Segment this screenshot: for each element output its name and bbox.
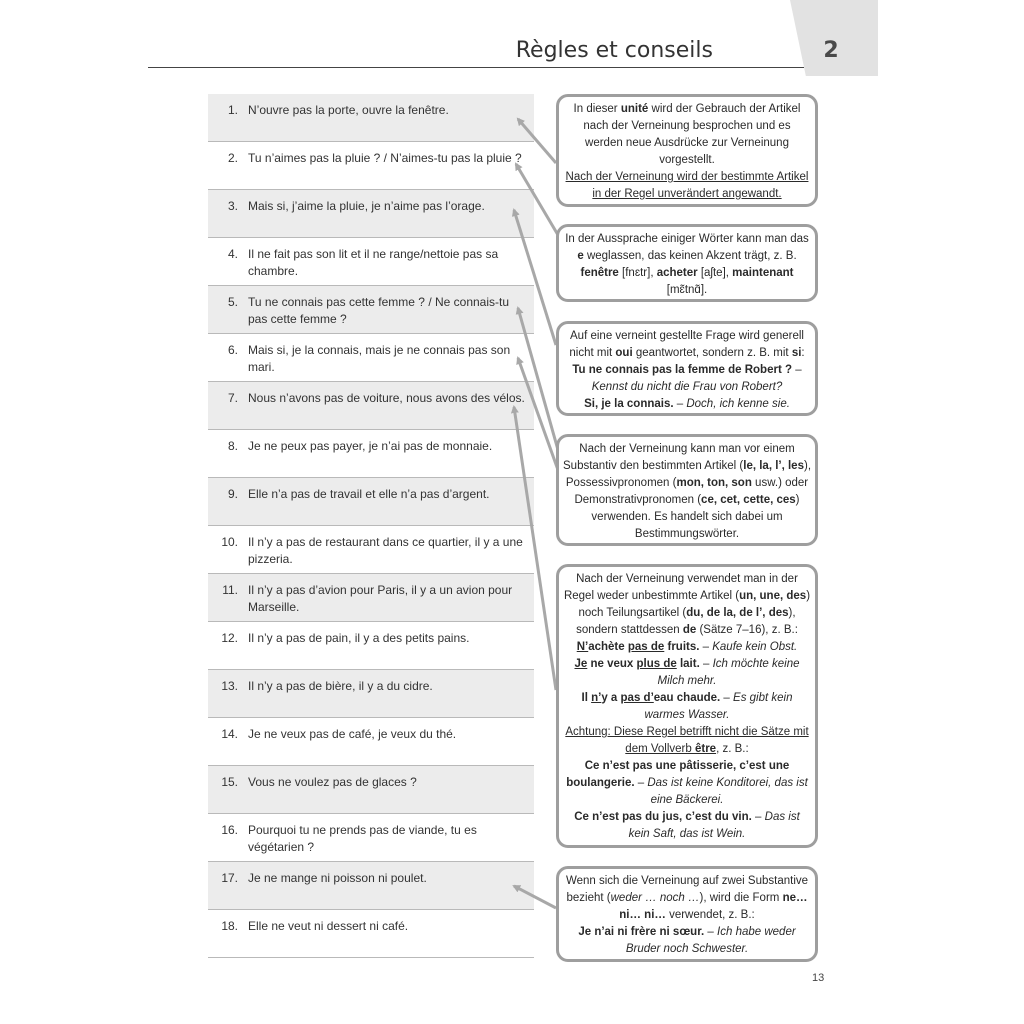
sentence-text: N’ouvre pas la porte, ouvre la fenêtre. xyxy=(248,103,449,117)
box-bold: oui xyxy=(615,347,633,359)
box-bold: fenêtre xyxy=(580,267,619,279)
box-underline: Je xyxy=(574,658,588,670)
arrow-box3-s3 xyxy=(514,210,556,345)
sentence-number: 3. xyxy=(227,199,238,213)
box-italic: Das ist keine Konditorei, das ist eine Bäckerei. xyxy=(647,777,808,806)
box-bold: unité xyxy=(620,103,649,115)
box-bold: ne veux xyxy=(587,658,637,670)
box-text: Wenn sich die Verneinung auf zwei Substantive bezieht ( xyxy=(565,875,809,904)
explanation-box-ni-ni xyxy=(556,866,818,962)
box-text: [mɛ̃tnɑ̃]. xyxy=(666,284,708,296)
box-bold: Ce n’est pas une pâtisserie, c’est une boulangerie. xyxy=(566,760,790,789)
box-text: (Sätze 7–16), z. B.: xyxy=(696,624,798,636)
box-bold: lait. xyxy=(676,658,700,670)
sentence-number: 16. xyxy=(221,823,238,837)
sentence-text: Tu ne connais pas cette femme ? / Ne connais-tu pas cette femme ? xyxy=(248,295,510,326)
box-bold: ne… ni… ni… xyxy=(619,892,808,921)
explanation-box-unite xyxy=(556,94,818,207)
box-text: – xyxy=(673,398,687,410)
box-bold: si xyxy=(791,347,802,359)
box-text: Auf eine verneint gestellte Frage wird generell nicht mit xyxy=(569,330,804,359)
sentence-text: Mais si, je la connais, mais je ne connais pas son mari. xyxy=(248,343,511,374)
arrow-box6-s17 xyxy=(514,886,556,908)
sentence-text: Il n’y a pas de pain, il y a des petits pains. xyxy=(248,631,470,645)
box-italic: Doch, ich kenne sie. xyxy=(686,398,790,410)
box-underline: N’ xyxy=(576,641,589,653)
explanation-box-si xyxy=(556,321,818,416)
box-bold: ce, cet, cette, ces xyxy=(701,494,796,506)
box-text: In dieser xyxy=(573,103,621,115)
box-bold: Si, je la connais. xyxy=(584,398,674,410)
box-bold: e xyxy=(577,250,584,262)
sentence-number: 5. xyxy=(227,295,238,309)
sentence-text: Elle ne veut ni dessert ni café. xyxy=(248,919,409,933)
sentence-text: Je ne peux pas payer, je n’ai pas de monnaie. xyxy=(248,439,493,453)
box-bold: être xyxy=(694,743,717,755)
box-bold: y a xyxy=(601,692,621,704)
explanation-box-de xyxy=(556,564,818,848)
box-text: – xyxy=(751,811,765,823)
box-text: ), sondern stattdessen xyxy=(576,607,796,636)
sentence-number: 17. xyxy=(221,871,238,885)
sentence-number: 1. xyxy=(227,103,238,117)
box-underline: n’ xyxy=(591,692,602,704)
box-underline: pas de xyxy=(627,641,665,653)
box-text: , z. B.: xyxy=(716,743,749,755)
box-text: verwendet, z. B.: xyxy=(665,909,755,921)
box-text: usw.) oder Demonstrativpronomen ( xyxy=(574,477,809,506)
box-text: ) noch Teilungsartikel ( xyxy=(578,590,811,619)
box-text: – xyxy=(699,641,713,653)
box-text: – xyxy=(792,364,802,376)
sentence-text: Mais si, j’aime la pluie, je n’aime pas l’orage. xyxy=(248,199,485,213)
explanation-box-determiners xyxy=(556,434,818,546)
sentence-text: Je ne veux pas de café, je veux du thé. xyxy=(248,727,457,741)
sentence-text: Il ne fait pas son lit et il ne range/nettoie pas sa chambre. xyxy=(248,247,499,278)
box-text: – xyxy=(634,777,648,789)
box-bold: Je n’ai ni frère ni sœur. xyxy=(578,926,705,938)
box-text: – xyxy=(699,658,713,670)
sentence-number: 4. xyxy=(227,247,238,261)
sentence-number: 7. xyxy=(227,391,238,405)
sentence-text: Je ne mange ni poisson ni poulet. xyxy=(248,871,427,885)
box-bold: Il xyxy=(581,692,592,704)
sentence-text: Il n’y a pas de restaurant dans ce quartier, il y a une pizzeria. xyxy=(248,535,523,566)
box-bold: de xyxy=(682,624,697,636)
box-italic: Es gibt kein warmes Wasser. xyxy=(644,692,793,721)
chapter-number: 2 xyxy=(823,38,839,63)
box-text: – xyxy=(720,692,734,704)
sentence-text: Il n’y a pas d’avion pour Paris, il y a un avion pour Marseille. xyxy=(248,583,513,614)
box-bold: du, de la, de l’, des xyxy=(686,607,789,619)
box-bold: Tu ne connais pas la femme de Robert ? xyxy=(572,364,793,376)
explanation-box-pronunciation xyxy=(556,224,818,302)
arrow-box1-s1 xyxy=(518,119,556,163)
box-text: wird der Gebrauch der Artikel nach der Verneinung besprochen und es werden neue Ausdrücke zur Verneinung vorgestellt. xyxy=(583,103,801,166)
box-bold: Ce n’est pas du jus, c’est du vin. xyxy=(574,811,752,823)
sentence-number: 15. xyxy=(221,775,238,789)
sentence-number: 10. xyxy=(221,535,238,549)
sentence-number: 14. xyxy=(221,727,238,741)
box-bold: un, une, des xyxy=(739,590,807,602)
box-text: ), wird die Form xyxy=(699,892,783,904)
sentence-number: 8. xyxy=(227,439,238,453)
box-text: [fnɛtr], xyxy=(618,267,657,279)
sentence-number: 2. xyxy=(227,151,238,165)
box-text: [aʃte], xyxy=(697,267,733,279)
box-italic: Ich möchte keine Milch mehr. xyxy=(657,658,800,687)
sentence-number: 11. xyxy=(222,583,238,597)
page-number: 13 xyxy=(812,972,825,984)
sentence-text: Nous n’avons pas de voiture, nous avons des vélos. xyxy=(248,391,525,405)
box-text: : xyxy=(801,347,805,359)
box-text: Nach der Verneinung kann man vor einem Substantiv den bestimmten Artikel ( xyxy=(563,443,795,472)
sentence-number: 13. xyxy=(221,679,238,693)
box-underline: pas d’ xyxy=(620,692,654,704)
box-underline: Achtung: Diese Regel betrifft nicht die Sätze mit dem Vollverb xyxy=(565,726,809,755)
box-text: ), Possessivpronomen ( xyxy=(565,460,812,489)
box-text: ) verwenden. Es handelt sich dabei um Bestimmungswörter. xyxy=(591,494,800,540)
box-italic: Ich habe weder Bruder noch Schwester. xyxy=(625,926,796,955)
page-title: Règles et conseils xyxy=(515,38,713,63)
box-italic: Kennst du nicht die Frau von Robert? xyxy=(591,381,783,393)
box-italic: Das ist kein Saft, das ist Wein. xyxy=(628,811,800,840)
box-bold: maintenant xyxy=(732,267,794,279)
box-bold: eau chaude. xyxy=(653,692,721,704)
sentence-text: Vous ne voulez pas de glaces ? xyxy=(248,775,417,789)
sentence-number: 12. xyxy=(221,631,238,645)
box-text: In der Aussprache einiger Wörter kann man das xyxy=(565,233,809,245)
sentence-text: Pourquoi tu ne prends pas de viande, tu es végétarien ? xyxy=(248,823,477,854)
sentence-text: Tu n’aimes pas la pluie ? / N’aimes-tu pas la pluie ? xyxy=(248,151,522,165)
box-italic: Kaufe kein Obst. xyxy=(712,641,798,653)
sentence-text: Il n’y a pas de bière, il y a du cidre. xyxy=(248,679,433,693)
box-underline: Nach der Verneinung wird der bestimmte Artikel in der Regel unverändert angewandt. xyxy=(565,171,809,200)
box-text: geantwortet, sondern z. B. mit xyxy=(632,347,792,359)
box-bold: achète xyxy=(588,641,628,653)
box-bold: acheter xyxy=(656,267,698,279)
arrow-box2-s2 xyxy=(516,164,558,235)
box-underline: plus de xyxy=(636,658,677,670)
sentence-number: 9. xyxy=(227,487,238,501)
box-bold: fruits. xyxy=(664,641,700,653)
box-italic: weder … noch … xyxy=(610,892,700,904)
sentence-number: 18. xyxy=(221,919,238,933)
box-text: Nach der Verneinung verwendet man in der Regel weder unbestimmte Artikel ( xyxy=(563,573,798,602)
box-text: – xyxy=(704,926,718,938)
sentence-number: 6. xyxy=(227,343,238,357)
box-bold: le, la, l’, les xyxy=(743,460,804,472)
sentence-text: Elle n’a pas de travail et elle n’a pas d’argent. xyxy=(248,487,490,501)
box-text: weglassen, das keinen Akzent trägt, z. B. xyxy=(583,250,797,262)
box-bold: mon, ton, son xyxy=(676,477,752,489)
